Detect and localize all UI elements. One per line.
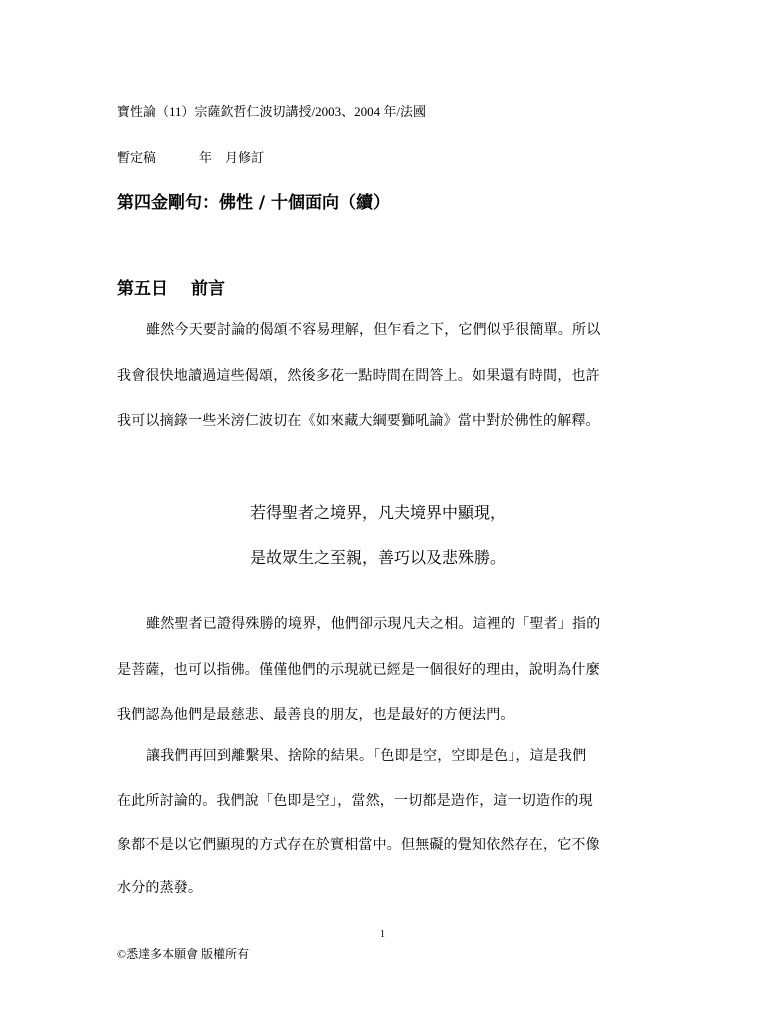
paragraph-2-line-2: 是菩薩，也可以指佛。僅僅他們的示現就已經是一個很好的理由，說明為什麼	[117, 662, 600, 678]
document-header-title: 寶性論（11）宗薩欽哲仁波切講授/2003、2004 年/法國	[117, 104, 426, 119]
paragraph-3-line-4: 水分的蒸發。	[117, 880, 203, 896]
paragraph-1-line-3: 我可以摘錄一些米滂仁波切在《如來藏大綱要獅吼論》當中對於佛性的解釋。	[117, 413, 600, 429]
paragraph-1-line-2: 我會很快地讀過這些偈頌，然後多花一點時間在問答上。如果還有時間，也許	[117, 368, 600, 384]
section-heading	[117, 274, 225, 299]
paragraph-3-line-1: 讓我們再回到離繫果、捨除的結果。「色即是空，空即是色」，這是我們	[146, 748, 587, 764]
paragraph-2-line-3: 我們認為他們是最慈悲、最善良的朋友，也是最好的方便法門。	[117, 707, 515, 723]
paragraph-2-line-1: 雖然聖者已證得殊勝的境界，他們卻示現凡夫之相。這裡的「聖者」指的	[146, 616, 601, 632]
section-day: 第五日	[117, 279, 168, 299]
draft-month-label: 月修訂	[225, 150, 265, 165]
verse-line-1: 若得聖者之境界，凡夫境界中顯現，	[250, 503, 507, 522]
copyright-notice: ©悉達多本願會 版權所有	[117, 947, 250, 961]
paragraph-3-line-2: 在此所討論的。我們說「色即是空」，當然，一切都是造作，這一切造作的現	[117, 793, 593, 809]
paragraph-3-line-3: 象都不是以它們顯現的方式存在於實相當中。但無礙的覺知依然存在，它不像	[117, 837, 600, 853]
chapter-title: 第四金剛句：佛性 / 十個面向（續）	[117, 193, 391, 213]
draft-year-label: 年	[199, 150, 213, 165]
verse-line-2: 是故眾生之至親，善巧以及悲殊勝。	[250, 548, 507, 567]
page-number: 1	[380, 929, 385, 940]
paragraph-1-line-1: 雖然今天要討論的偈頌不容易理解，但乍看之下，它們似乎很簡單。所以	[146, 322, 601, 338]
draft-label: 暫定稿	[117, 150, 157, 165]
draft-revision-line	[117, 147, 264, 166]
section-title: 前言	[191, 279, 225, 299]
